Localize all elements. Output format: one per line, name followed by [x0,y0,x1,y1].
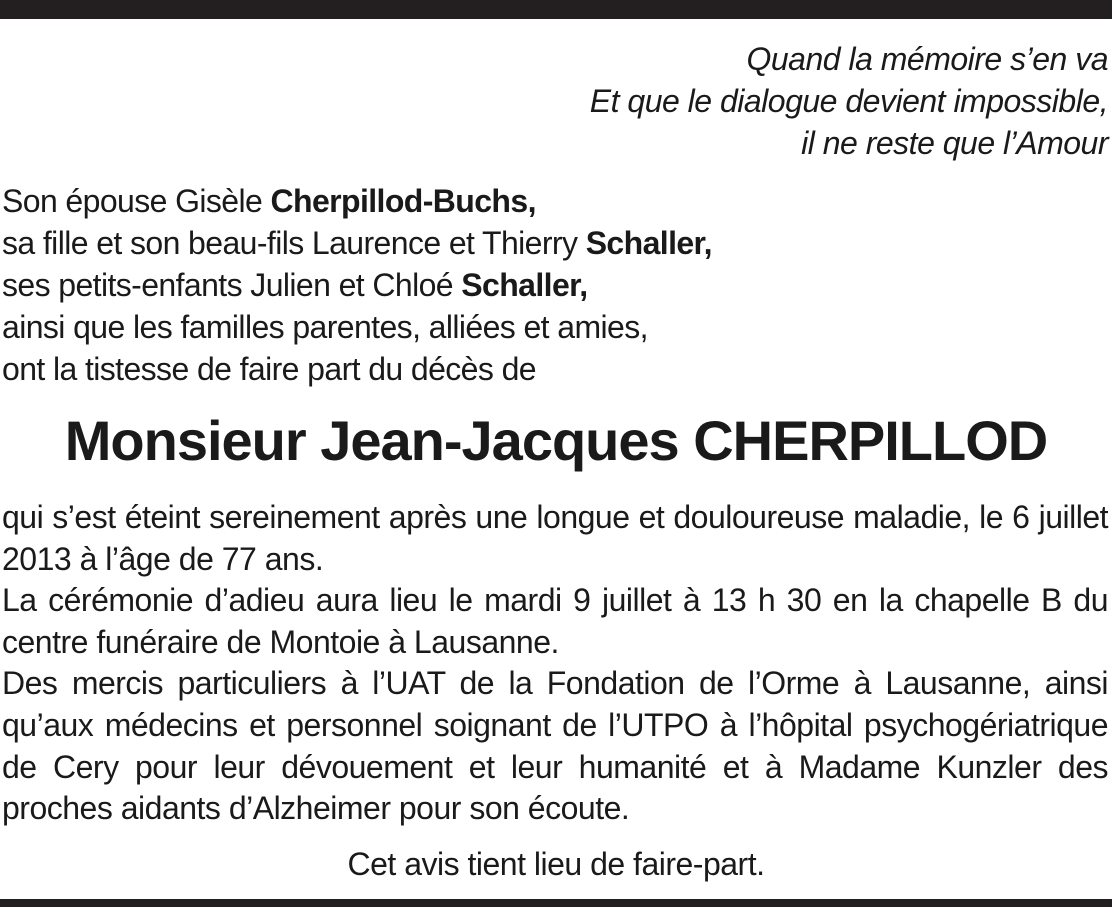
grandchildren-text: ses petits-enfants Julien et Chloé [2,267,462,303]
poem-line: Quand la mémoire s’en va [746,41,1108,77]
poem-line: il ne reste que l’Amour [801,125,1108,161]
daughter-text: sa fille et son beau-fils Laurence et Thierry [2,225,586,261]
spouse-surname: Cherpillod-Buchs, [270,183,536,219]
grandchildren-surname: Schaller, [461,267,588,303]
bottom-rule [0,899,1112,907]
family-line-announcement: ont la tistesse de faire part du décès de [2,351,536,387]
daughter-surname: Schaller, [585,225,712,261]
poem-line: Et que le dialogue devient impossible, [589,83,1108,119]
deceased-name: Monsieur Jean-Jacques CHERPILLOD [64,409,1048,472]
closing-note: Cet avis tient lieu de faire-part. [347,846,765,882]
obituary-body [2,497,1108,830]
death-info-paragraph: qui s’est éteint sereinement après une longue et douloureuse maladie, le 6 juillet 2013 à l’âge de 77 ans. [2,499,1108,577]
epigraph-poem [590,38,1108,164]
family-announcement [2,180,712,390]
family-line-daughter [2,222,712,264]
top-rule [0,0,1112,19]
family-line-grandchildren [2,264,712,306]
spouse-text: Son épouse Gisèle [2,183,271,219]
family-line-relatives: ainsi que les familles parentes, alliées et amies, [2,309,648,345]
thanks-paragraph: Des mercis particuliers à l’UAT de la Fondation de l’Orme à Lausanne, ainsi qu’aux médecins et personnel soignant de l’UTPO à l’hôpital psychogériatrique de Cery pour leur dévouement et leur humanité et à Madame Kunzler des proches aidants d’Alzheimer pour son écoute. [2,665,1108,827]
ceremony-paragraph: La cérémonie d’adieu aura lieu le mardi 9 juillet à 13 h 30 en la chapelle B du centre funéraire de Montoie à Lausanne. [2,582,1108,660]
family-line-spouse [2,180,712,222]
